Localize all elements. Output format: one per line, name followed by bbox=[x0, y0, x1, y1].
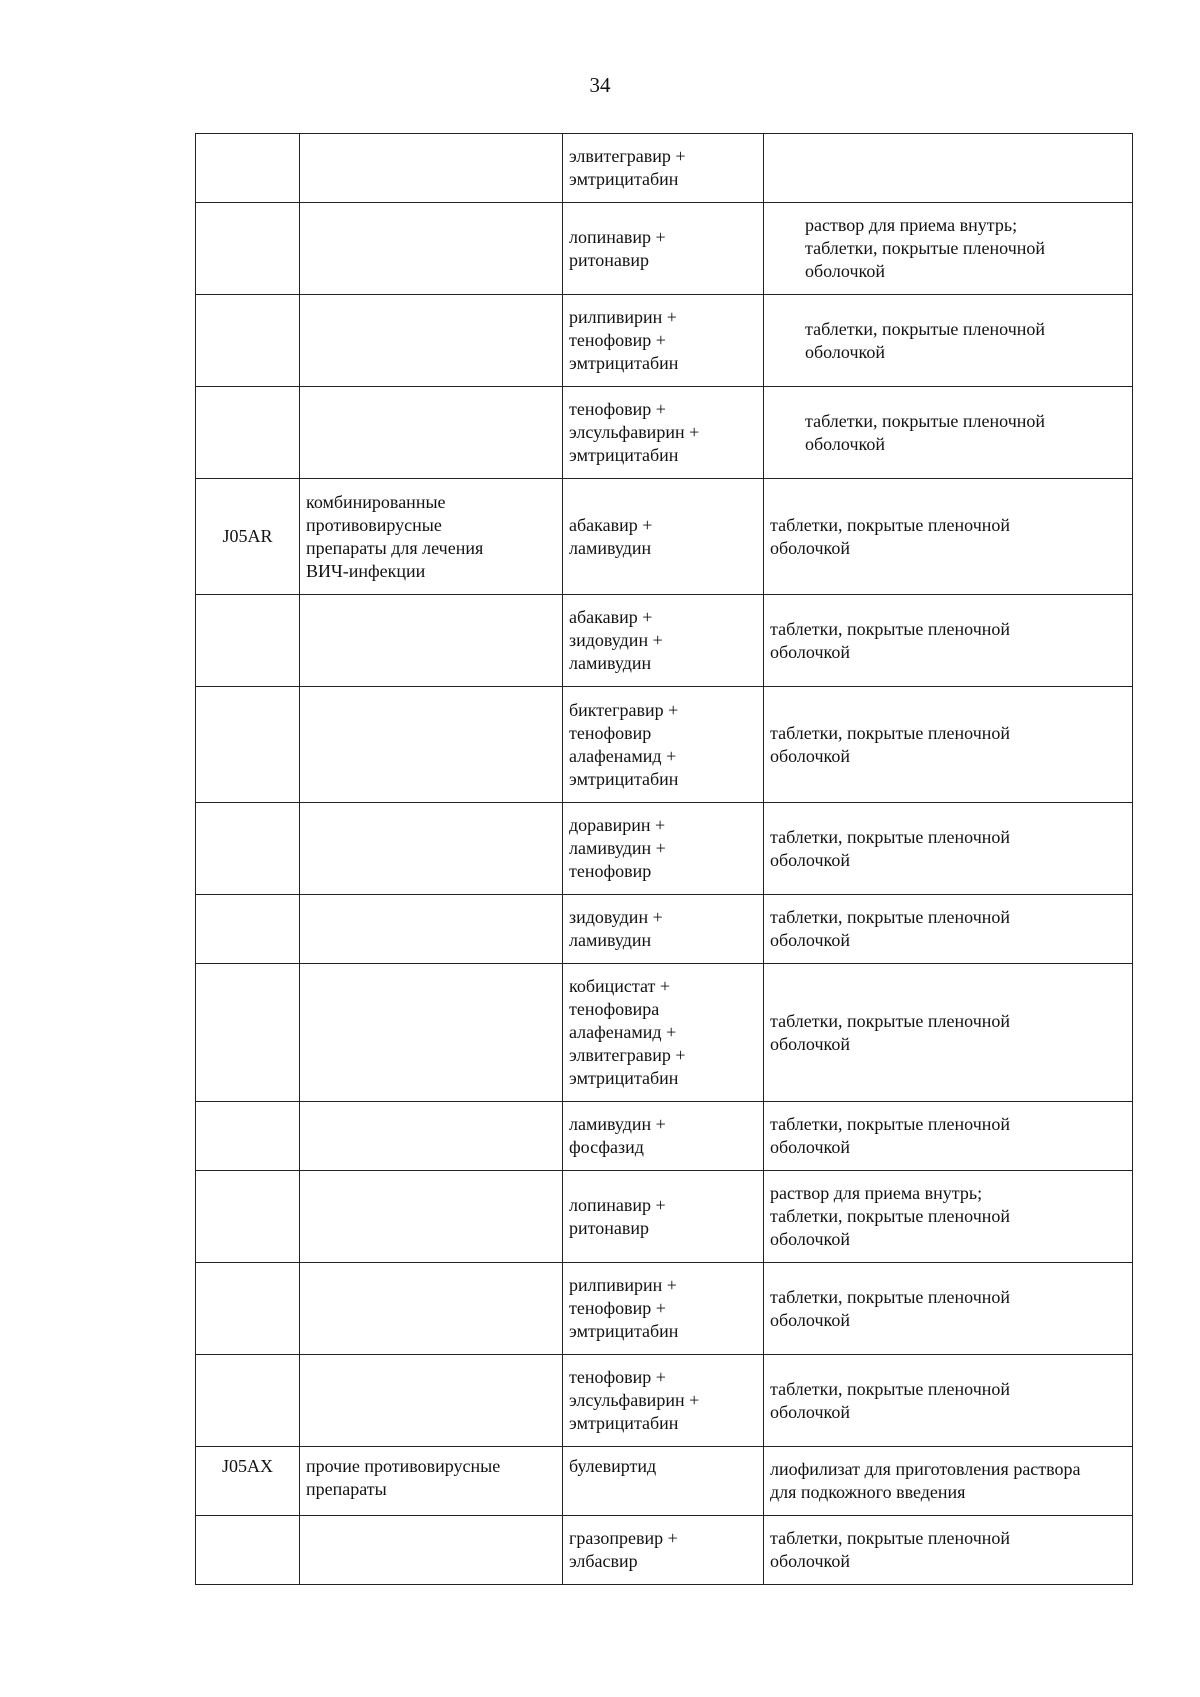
drug-name-cell: доравирин + ламивудин + тенофовир bbox=[563, 803, 764, 895]
group-name-cell bbox=[300, 1355, 563, 1447]
group-name-cell: комбинированные противовирусные препараты для лечения ВИЧ-инфекции bbox=[300, 479, 563, 595]
group-name-cell bbox=[300, 895, 563, 964]
table-row bbox=[196, 964, 1133, 1102]
drug-name-cell: лопинавир + ритонавир bbox=[563, 203, 764, 295]
table-row bbox=[196, 1102, 1133, 1171]
atc-code-cell bbox=[196, 1102, 300, 1171]
group-name-cell bbox=[300, 134, 563, 203]
atc-code-cell bbox=[196, 1171, 300, 1263]
table-body bbox=[196, 134, 1133, 1585]
dosage-form-cell: таблетки, покрытые пленочной оболочкой bbox=[764, 479, 1133, 595]
atc-code-cell bbox=[196, 803, 300, 895]
group-name-cell bbox=[300, 1263, 563, 1355]
atc-code-cell bbox=[196, 387, 300, 479]
dosage-form-cell: таблетки, покрытые пленочной оболочкой bbox=[764, 803, 1133, 895]
dosage-form-cell: таблетки, покрытые пленочной оболочкой bbox=[764, 1263, 1133, 1355]
table-row bbox=[196, 203, 1133, 295]
atc-code-cell bbox=[196, 964, 300, 1102]
dosage-form-cell bbox=[764, 134, 1133, 203]
dosage-form-cell: таблетки, покрытые пленочной оболочкой bbox=[764, 964, 1133, 1102]
dosage-form-cell: таблетки, покрытые пленочной оболочкой bbox=[764, 1355, 1133, 1447]
group-name-cell bbox=[300, 387, 563, 479]
table-row bbox=[196, 387, 1133, 479]
table-row bbox=[196, 687, 1133, 803]
drug-name-cell: абакавир + ламивудин bbox=[563, 479, 764, 595]
table-row bbox=[196, 1263, 1133, 1355]
drug-name-cell: тенофовир + элсульфавирин + эмтрицитабин bbox=[563, 387, 764, 479]
atc-code-cell bbox=[196, 295, 300, 387]
drug-name-cell: рилпивирин + тенофовир + эмтрицитабин bbox=[563, 295, 764, 387]
table-row bbox=[196, 295, 1133, 387]
atc-code-cell bbox=[196, 895, 300, 964]
atc-code-cell bbox=[196, 203, 300, 295]
drug-name-cell: ламивудин + фосфазид bbox=[563, 1102, 764, 1171]
dosage-form-cell: таблетки, покрытые пленочной оболочкой bbox=[764, 387, 1133, 479]
group-name-cell bbox=[300, 1171, 563, 1263]
drug-name-cell: кобицистат + тенофовира алафенамид + элвитегравир + эмтрицитабин bbox=[563, 964, 764, 1102]
drug-name-cell: гразопревир + элбасвир bbox=[563, 1516, 764, 1585]
dosage-form-cell: таблетки, покрытые пленочной оболочкой bbox=[764, 895, 1133, 964]
drug-table bbox=[195, 133, 1133, 1585]
atc-code-cell: J05AX bbox=[196, 1447, 300, 1516]
table-row bbox=[196, 1355, 1133, 1447]
atc-code-cell bbox=[196, 134, 300, 203]
drug-name-cell: булевиртид bbox=[563, 1447, 764, 1516]
atc-code-cell bbox=[196, 1355, 300, 1447]
atc-code-cell bbox=[196, 687, 300, 803]
table-row bbox=[196, 1171, 1133, 1263]
group-name-cell bbox=[300, 1102, 563, 1171]
drug-name-cell: лопинавир + ритонавир bbox=[563, 1171, 764, 1263]
atc-code-cell bbox=[196, 1516, 300, 1585]
group-name-cell bbox=[300, 203, 563, 295]
dosage-form-cell: таблетки, покрытые пленочной оболочкой bbox=[764, 295, 1133, 387]
group-name-cell bbox=[300, 295, 563, 387]
group-name-cell bbox=[300, 595, 563, 687]
group-name-cell bbox=[300, 687, 563, 803]
dosage-form-cell: таблетки, покрытые пленочной оболочкой bbox=[764, 1516, 1133, 1585]
group-name-cell bbox=[300, 1516, 563, 1585]
dosage-form-cell: лиофилизат для приготовления раствора для подкожного введения bbox=[764, 1447, 1133, 1516]
table-row bbox=[196, 1516, 1133, 1585]
table-row bbox=[196, 479, 1133, 595]
drug-name-cell: рилпивирин + тенофовир + эмтрицитабин bbox=[563, 1263, 764, 1355]
drug-name-cell: зидовудин + ламивудин bbox=[563, 895, 764, 964]
atc-code-cell bbox=[196, 1263, 300, 1355]
table-row bbox=[196, 595, 1133, 687]
drug-name-cell: тенофовир + элсульфавирин + эмтрицитабин bbox=[563, 1355, 764, 1447]
table-row bbox=[196, 1447, 1133, 1516]
table-row bbox=[196, 134, 1133, 203]
table-row bbox=[196, 895, 1133, 964]
drug-name-cell: элвитегравир + эмтрицитабин bbox=[563, 134, 764, 203]
dosage-form-cell: раствор для приема внутрь; таблетки, покрытые пленочной оболочкой bbox=[764, 1171, 1133, 1263]
page-number: 34 bbox=[589, 73, 611, 97]
drug-name-cell: абакавир + зидовудин + ламивудин bbox=[563, 595, 764, 687]
dosage-form-cell: раствор для приема внутрь; таблетки, покрытые пленочной оболочкой bbox=[764, 203, 1133, 295]
drug-name-cell: биктегравир + тенофовир алафенамид + эмтрицитабин bbox=[563, 687, 764, 803]
group-name-cell bbox=[300, 803, 563, 895]
dosage-form-cell: таблетки, покрытые пленочной оболочкой bbox=[764, 595, 1133, 687]
group-name-cell: прочие противовирусные препараты bbox=[300, 1447, 563, 1516]
atc-code-cell: J05AR bbox=[196, 479, 300, 595]
table-row bbox=[196, 803, 1133, 895]
dosage-form-cell: таблетки, покрытые пленочной оболочкой bbox=[764, 687, 1133, 803]
dosage-form-cell: таблетки, покрытые пленочной оболочкой bbox=[764, 1102, 1133, 1171]
atc-code-cell bbox=[196, 595, 300, 687]
group-name-cell bbox=[300, 964, 563, 1102]
